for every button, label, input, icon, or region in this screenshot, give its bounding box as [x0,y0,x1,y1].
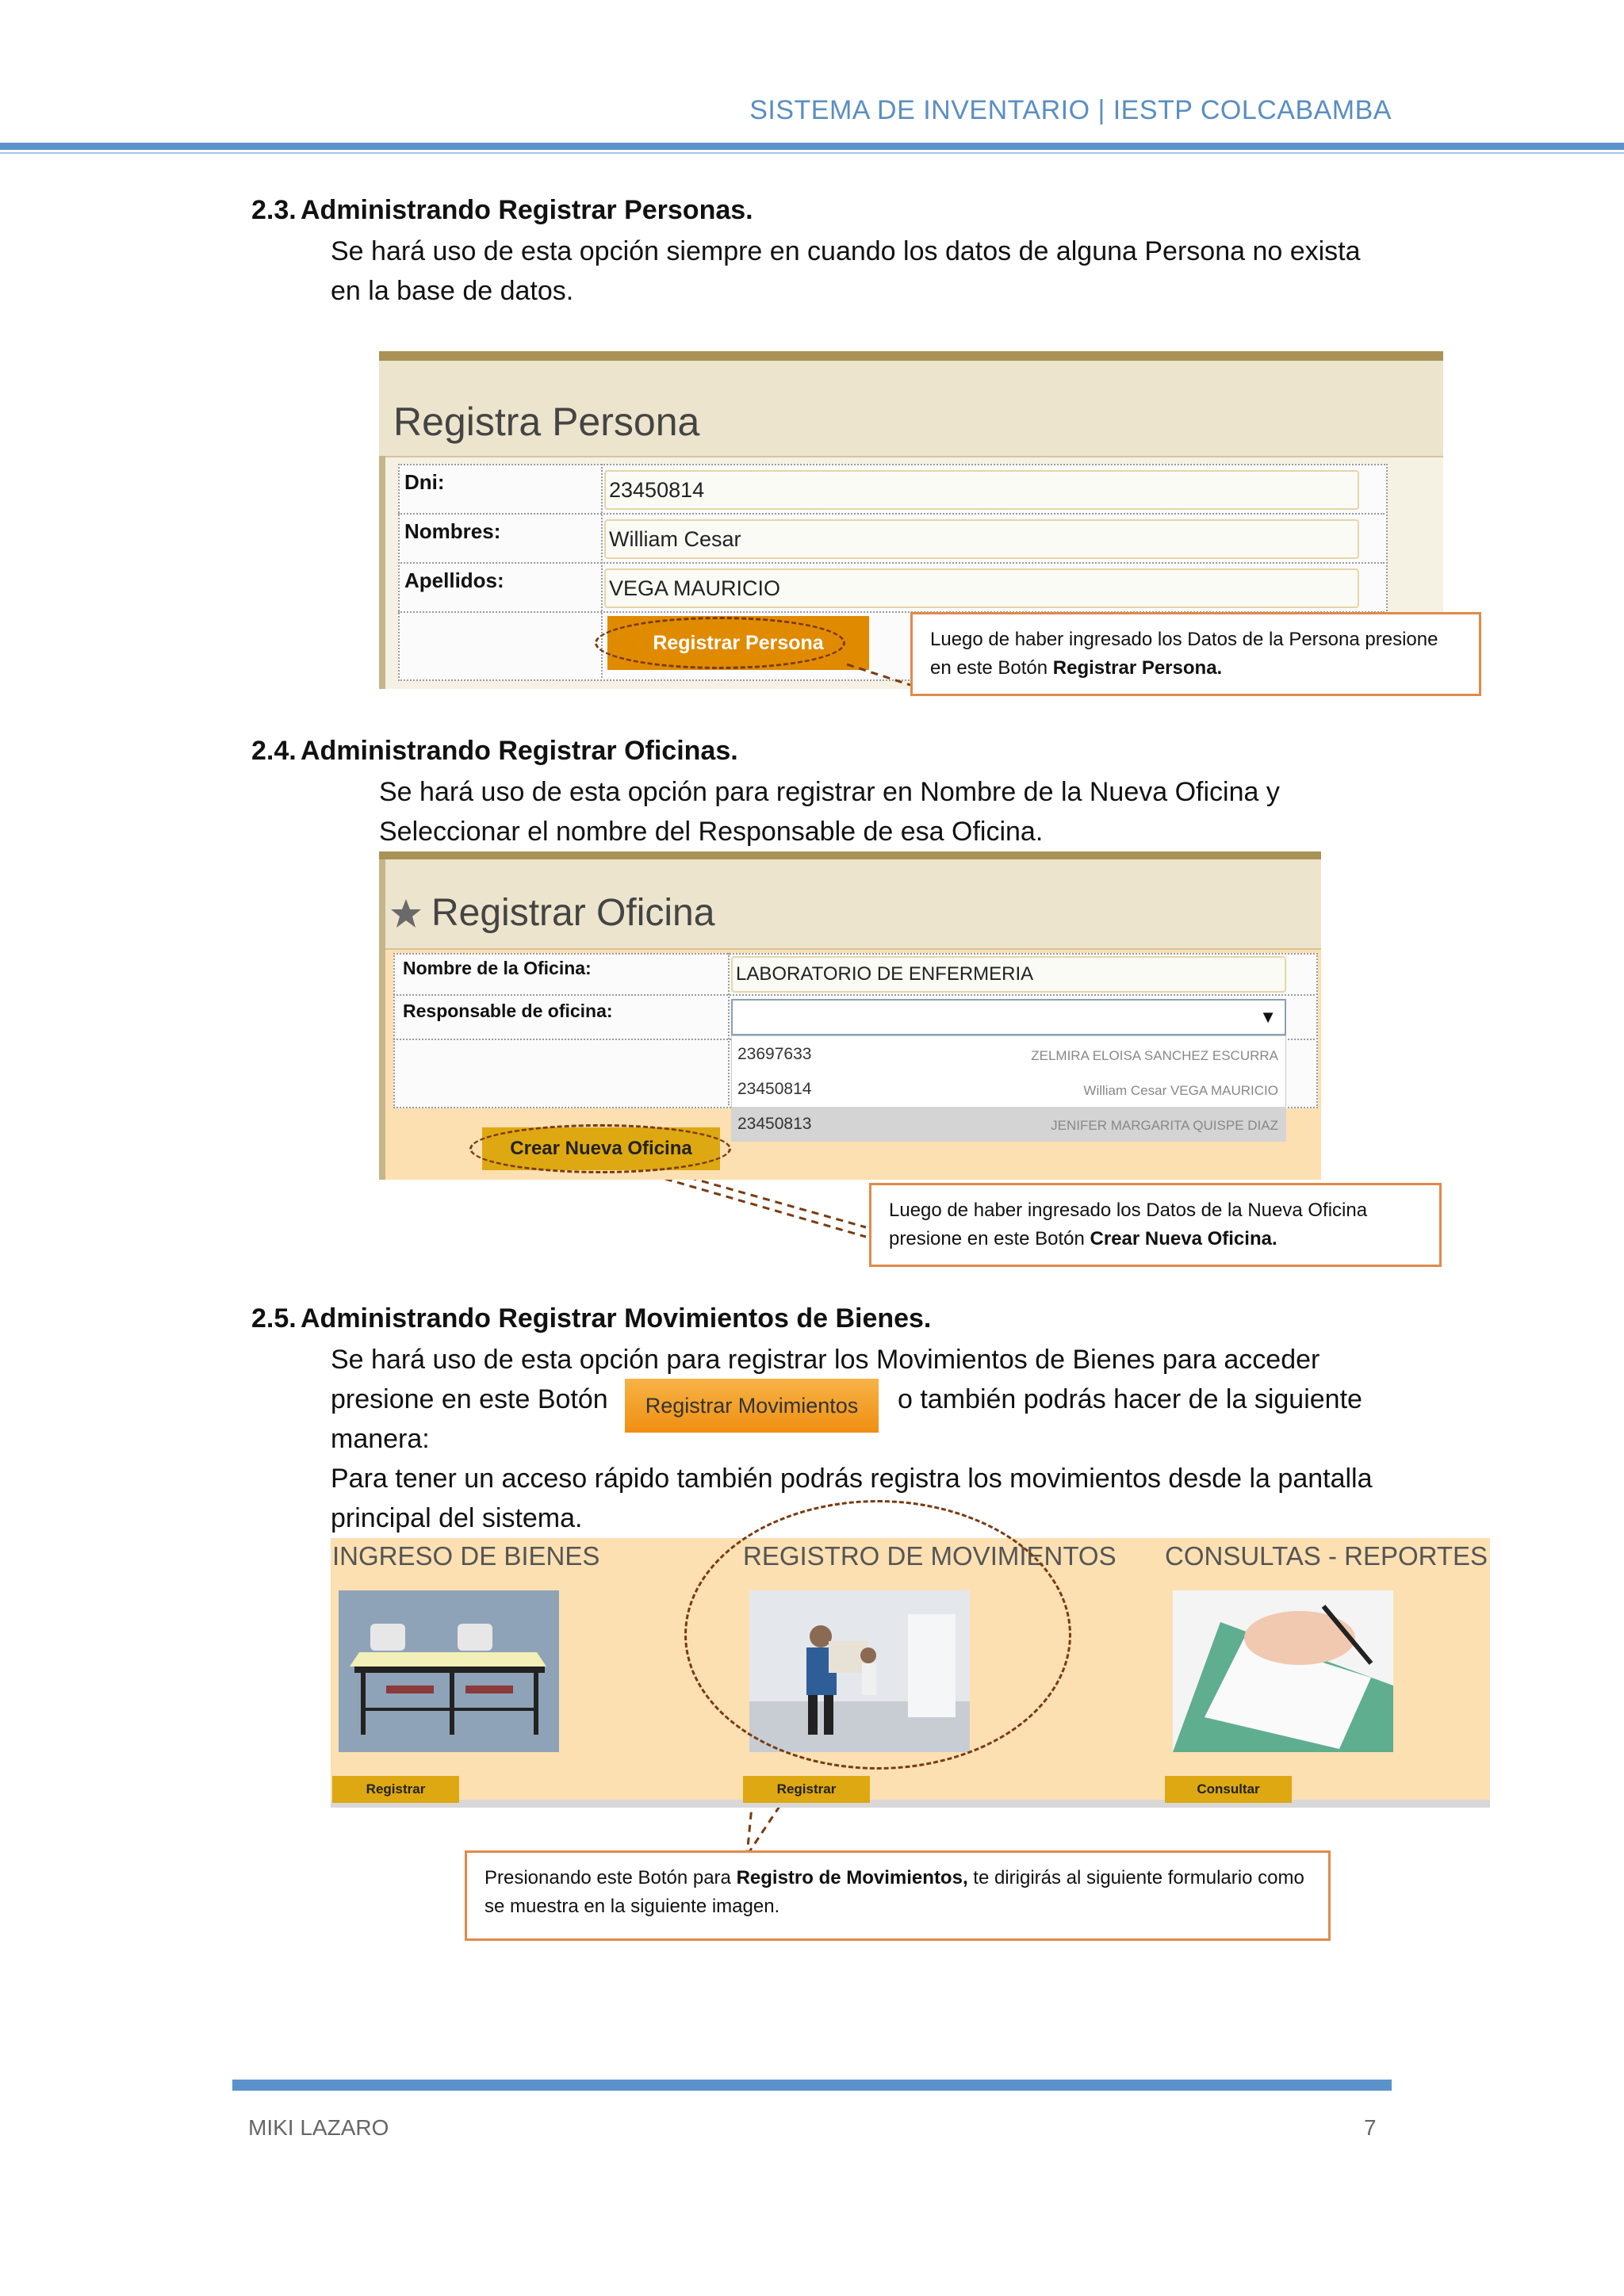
responsable-select[interactable] [731,999,1286,1035]
callout-bold: Crear Nueva Oficina. [1090,1228,1277,1249]
writing-icon [1173,1590,1393,1752]
responsable-label: Responsable de oficina: [403,1001,613,1021]
section-number: 2.5. [251,1303,297,1334]
section-2-4-heading [251,736,738,767]
option-dni: 23450814 [737,1080,812,1098]
row-divider [393,994,1315,996]
nombre-oficina-field[interactable]: LABORATORIO DE ENFERMERIA [731,956,1286,993]
section-title: Administrando Registrar Movimientos de Bienes. [301,1303,932,1334]
form-title: Registra Persona [393,400,700,444]
highlight-oval [469,1124,731,1173]
section-2-5-line1: Se hará uso de esta opción para registrar los Movimientos de Bienes para acceder [331,1345,1320,1375]
apellidos-field[interactable]: VEGA MAURICIO [604,568,1359,608]
nombres-field[interactable]: William Cesar [604,519,1359,559]
callout-text: Luego de haber ingresado los Datos de la Nueva Oficina presione en este Botón [889,1200,1368,1249]
registrar-movimientos-button[interactable]: Registrar Movimientos [625,1379,879,1433]
highlight-oval [684,1500,1071,1770]
option-name: ZELMIRA ELOISA SANCHEZ ESCURRA [1031,1048,1278,1063]
nombre-oficina-label: Nombre de la Oficina: [403,958,592,978]
callout-bold: Registro de Movimientos, [736,1867,968,1888]
consultar-button[interactable]: Consultar [1165,1776,1292,1803]
apellidos-label: Apellidos: [404,568,504,592]
callout-text: Presionando este Botón para [485,1867,737,1888]
section-number: 2.3. [251,195,297,225]
dropdown-option[interactable] [731,1037,1286,1072]
section-2-3-line1: Se hará uso de esta opción siempre en cuando los datos de alguna Persona no exista [331,236,1361,266]
option-dni: 23697633 [737,1045,812,1063]
star-icon [390,897,422,929]
nombres-label: Nombres: [404,519,501,543]
header-title: SISTEMA DE INVENTARIO | IESTP COLCABAMBA [749,95,1392,125]
section-title: Administrando Registrar Personas. [301,195,753,225]
left-edge [379,859,385,1180]
menu-callout [465,1850,1331,1941]
crear-nueva-oficina-button[interactable]: Crear Nueva Oficina [482,1127,720,1170]
section-2-4-line1: Se hará uso de esta opción para registrar en Nombre de la Nueva Oficina y [379,777,1280,807]
registrar-persona-button[interactable]: Registrar Persona [607,616,869,670]
registrar-bienes-button[interactable]: Registrar [332,1776,459,1803]
section-2-3-line2: en la base de datos. [331,276,574,306]
section-2-5-heading [251,1303,931,1334]
connector-persona [847,664,910,685]
ingreso-bienes-title: INGRESO DE BIENES [332,1541,600,1571]
section-2-5-line2a: presione en este Botón [331,1384,608,1414]
callout-bold: Registrar Persona. [1052,657,1223,679]
dropdown-arrow-icon: ▼ [1259,1007,1277,1027]
footer-rule [232,2080,1392,2091]
section-number: 2.4. [251,736,297,766]
callout-text: Luego de haber ingresado los Datos de la Persona presione en este Botón [930,629,1438,679]
section-2-5-line3: manera: [331,1424,430,1454]
option-dni: 23450813 [737,1115,812,1133]
option-name: William Cesar VEGA MAURICIO [1083,1083,1278,1098]
desk-image [339,1590,559,1752]
dropdown-option[interactable] [731,1072,1286,1107]
desk-icon [339,1590,559,1752]
bottom-rule [331,1800,1490,1808]
persona-callout [910,612,1481,696]
page-number: 7 [1364,2115,1377,2140]
registrar-oficina-screenshot [379,851,1321,1180]
report-image [1173,1590,1393,1752]
main-menu-screenshot [331,1538,1490,1808]
section-2-5-line5: principal del sistema. [331,1503,583,1533]
window-topbar [379,851,1321,859]
consultas-reportes-title: CONSULTAS - REPORTES [1165,1541,1488,1571]
oficina-callout [869,1183,1442,1267]
footer-author: MIKI LAZARO [248,2115,389,2140]
col-divider [728,953,730,1105]
registrar-movimientos-menu-button[interactable]: Registrar [743,1776,870,1803]
section-2-5-line4: Para tener un acceso rápido también podrás registra los movimientos desde la pantalla [331,1464,1373,1494]
callout-text: te dirigirás al siguiente formulario como se muestra en la siguiente imagen. [485,1867,1304,1917]
title-rule [385,948,1321,950]
section-2-5-line2b: o también podrás hacer de la siguiente [898,1384,1362,1414]
dni-field[interactable]: 23450814 [604,470,1359,510]
connector-oficina [641,1172,866,1237]
section-title: Administrando Registrar Oficinas. [301,736,738,766]
dropdown-option-highlighted[interactable] [731,1107,1286,1142]
option-name: JENIFER MARGARITA QUISPE DIAZ [1051,1118,1278,1133]
registro-movimientos-title: REGISTRO DE MOVIMIENTOS [743,1541,1116,1571]
form-title: Registrar Oficina [431,892,715,934]
dni-label: Dni: [404,470,445,494]
section-2-4-line2: Seleccionar el nombre del Responsable de esa Oficina. [379,817,1044,847]
